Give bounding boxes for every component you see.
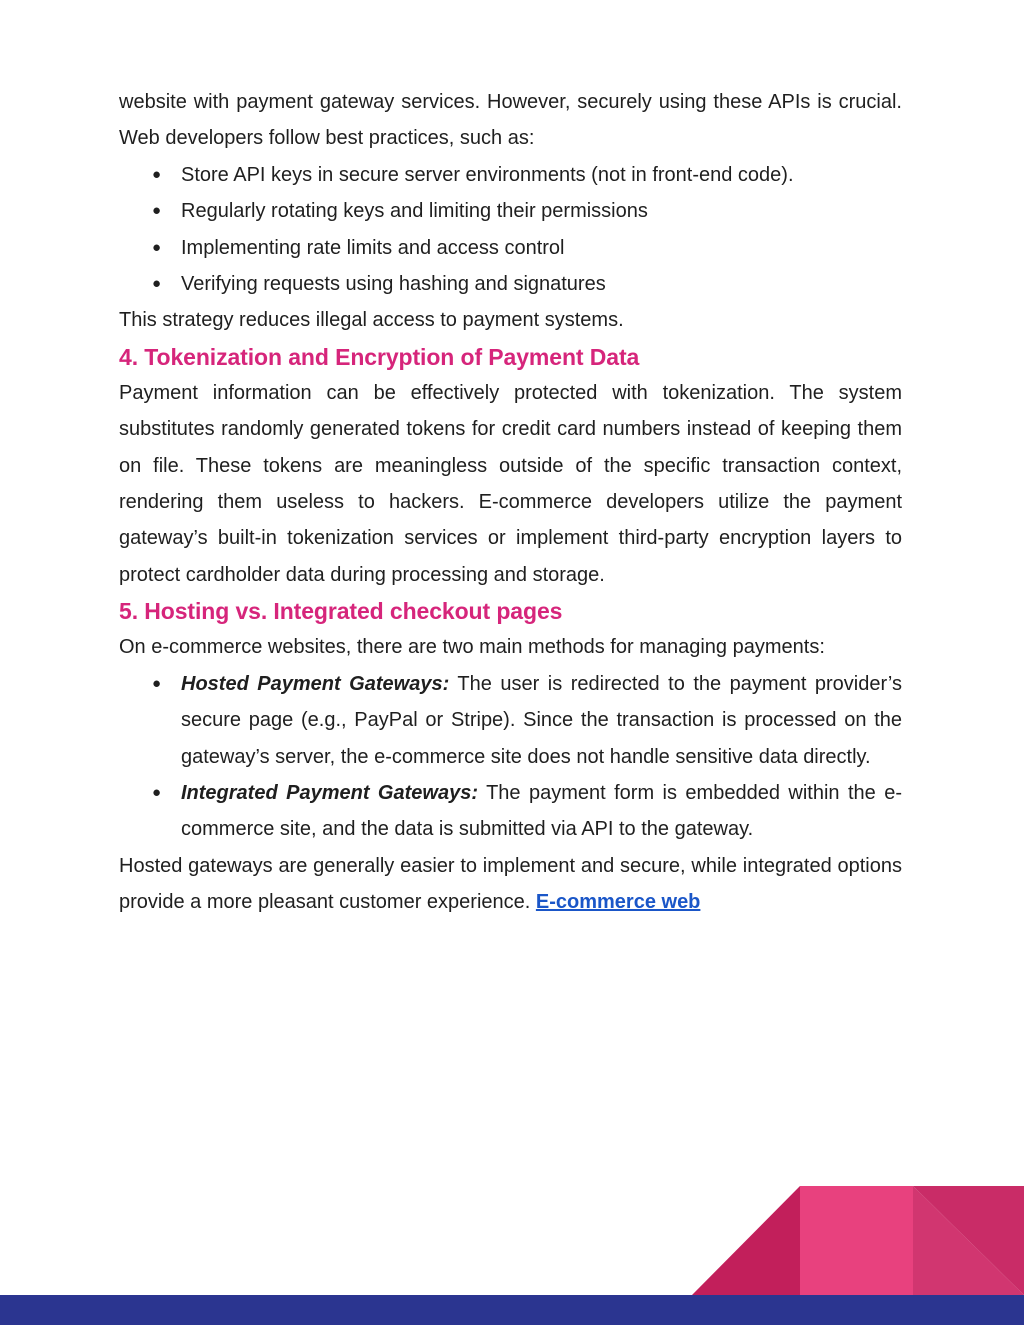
checkout-methods-list [119,666,902,848]
list-item [119,230,902,266]
list-item-term: Integrated Payment Gateways: [181,781,478,804]
list-item-text: Implementing rate limits and access control [181,236,565,259]
bullet-icon: ● [152,202,162,220]
closing-text: Hosted gateways are generally easier to implement and secure, while integrated options provide a more pleasant customer experience. [119,854,902,914]
footer-decoration [0,1180,1024,1325]
bullet-icon: ● [152,238,162,256]
footer-triangle-shape [692,1186,800,1295]
list-item-text: Store API keys in secure server environments (not in front-end code). [181,163,794,186]
bullet-icon: ● [152,165,162,183]
bullet-icon: ● [152,275,162,293]
list-item-text: The user is redirected to the payment provider’s secure page (e.g., PayPal or Stripe). Since the transaction is processed on the gateway’s server, the e-commerce site does not handle sensitive data directly. [181,672,902,768]
list-item [119,193,902,229]
list-item-text: The payment form is embedded within the e-commerce site, and the data is submitted via API to the gateway. [181,781,902,841]
section-heading-checkout: 5. Hosting vs. Integrated checkout pages [119,598,563,625]
footer-bar [0,1295,1024,1325]
tokenization-paragraph: Payment information can be effectively protected with tokenization. The system substitutes randomly generated tokens for credit card numbers instead of keeping them on file. These tokens are meaningless outside of the specific transaction context, rendering them useless to hackers. E-commerce developers utilize the payment gateway’s built-in tokenization services or implement third-party encryption layers to protect cardholder data during processing and storage. [119,381,902,586]
checkout-intro-paragraph: On e-commerce websites, there are two main methods for managing payments: [119,636,825,659]
list-item [119,157,902,193]
best-practices-list [119,157,902,303]
list-item [119,666,902,775]
footer-pink-shape [800,1186,913,1295]
list-item-text: Verifying requests using hashing and signatures [181,273,606,296]
list-item-term: Hosted Payment Gateways: [181,672,450,695]
intro-closing-paragraph: This strategy reduces illegal access to payment systems. [119,309,624,332]
checkout-closing-paragraph [119,848,902,921]
intro-paragraph: website with payment gateway services. However, securely using these APIs is crucial. Web developers follow best practices, such as: [119,91,902,150]
list-item [119,266,902,302]
list-item [119,775,902,848]
document-page [119,84,902,921]
bullet-icon: ● [152,783,162,801]
ecommerce-web-link[interactable]: E-commerce web [535,891,701,914]
list-item-text: Regularly rotating keys and limiting their permissions [181,200,648,223]
bullet-icon: ● [152,674,162,692]
section-heading-tokenization: 4. Tokenization and Encryption of Payment Data [119,343,640,370]
